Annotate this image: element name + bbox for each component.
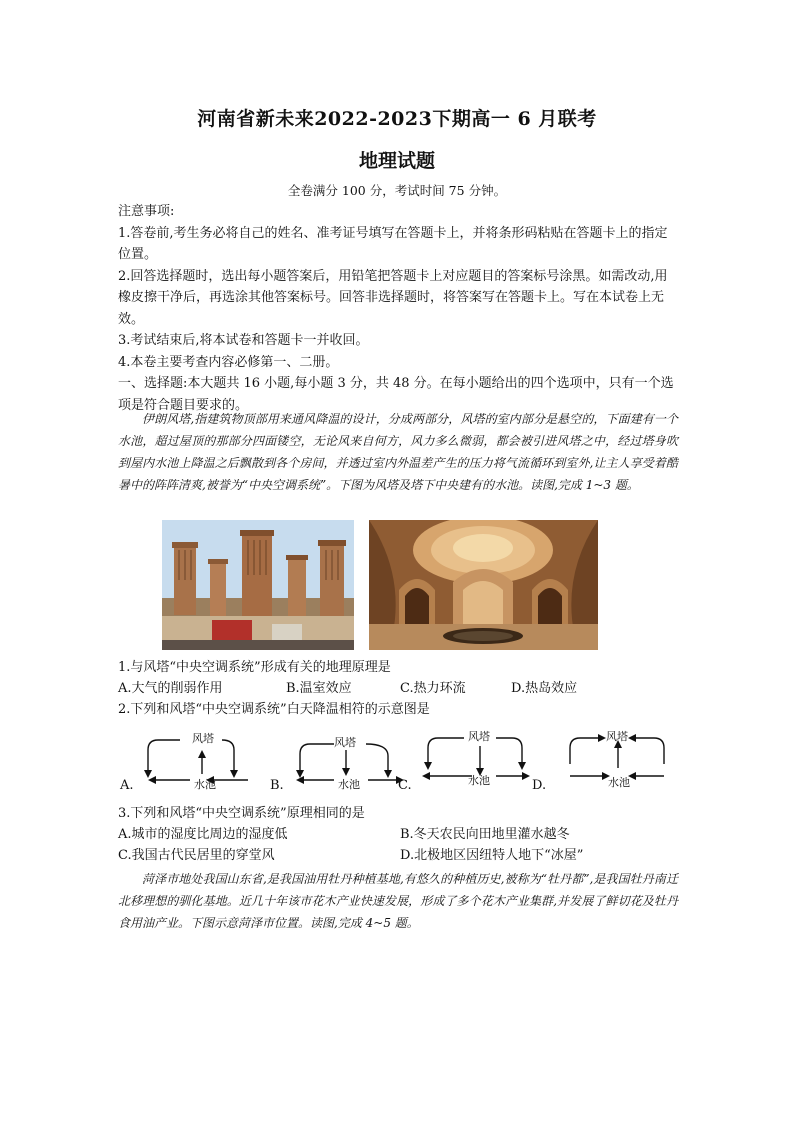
passage-wind-tower: 伊朗风塔,指建筑物顶部用来通风降温的设计，分成两部分，风塔的室内部分是悬空的，下面建有一个水池，超过屋顶的那部分四面镂空，无论风来自何方，风力多么微弱，都会被引进风塔之中，经过塔身吹到屋内水池上降温之后飘散到各个房间，并透过室内外温差产生的压力将气流循环到室外,让主人享受着酷暑中的阵阵清爽,被誉为“中央空调系统”。下图为风塔及塔下中央建有的水池。读图,完成 1~3 题。 [118,412,678,492]
diagram-d-letter: D. [532,778,547,793]
question-1-option-a[interactable]: A.大气的削弱作用 [118,681,223,696]
diagram-a-pool-label: 水池 [194,778,216,791]
question-3-stem: 3.下列和风塔“中央空调系统”原理相同的是 [118,806,365,821]
diagram-d-arrows [532,728,678,794]
diagram-b-letter: B. [270,778,284,793]
section-heading: 一、选择题:本大题共 16 小题,每小题 3 分，共 48 分。在每小题给出的四个选项中，只有一个选项是符合题目要求的。 [118,376,674,413]
notes-section [118,201,678,416]
question-3-option-b[interactable]: B.冬天农民向田地里灌水越冬 [400,827,570,842]
diagram-c-tower-label: 风塔 [468,730,490,743]
water-pool-interior-photo [369,520,598,650]
photo-row [162,520,598,650]
notes-item: 4.本卷主要考查内容必修第一、二册。 [118,354,339,370]
question-1-option-b[interactable]: B.温室效应 [286,681,352,696]
notes-heading: 注意事项: [118,204,175,219]
diagram-b-tower-label: 风塔 [334,736,356,749]
diagram-c[interactable] [398,728,532,794]
exam-meta: 全卷满分 100 分，考试时间 75 分钟。 [287,183,507,198]
question-2-diagrams [118,728,678,794]
diagram-a-tower-label: 风塔 [192,732,214,745]
passage-heze: 菏泽市地处我国山东省,是我国油用牡丹种植基地,有悠久的种植历史,被称为“牡丹都”,是我国牡丹南迁北移理想的驯化基地。近几十年该市花木产业快速发展，形成了多个花木产业集群,并发展了鲜切花及牡丹食用油产业。下图示意菏泽市位置。读图,完成 4~5 题。 [118,872,678,930]
question-2-stem: 2.下列和风塔“中央空调系统”白天降温相符的示意图是 [118,702,430,717]
exam-subject: 地理试题 [358,150,435,172]
question-3-option-c[interactable]: C.我国古代民居里的穿堂风 [118,848,275,863]
notes-item: 1.答卷前,考生务必将自己的姓名、准考证号填写在答题卡上，并将条形码粘贴在答题卡上的指定位置。 [118,225,668,262]
exam-title: 河南省新未来2022-2023下期高一 6 月联考 [197,108,597,130]
question-3-option-a[interactable]: A.城市的湿度比周边的湿度低 [118,827,288,842]
question-1-stem: 1.与风塔“中央空调系统”形成有关的地理原理是 [118,660,391,675]
wind-tower-photo [162,520,354,650]
diagram-d-tower-label: 风塔 [606,730,628,743]
question-1-option-c[interactable]: C.热力环流 [400,681,466,696]
question-1-option-d[interactable]: D.热岛效应 [511,681,578,696]
question-3-option-d[interactable]: D.北极地区因纽特人地下“冰屋” [400,848,584,863]
diagram-a[interactable] [118,728,248,794]
diagram-c-letter: C. [398,778,412,793]
diagram-d-pool-label: 水池 [608,776,630,789]
diagram-b[interactable] [268,728,398,794]
notes-item: 3.考试结束后,将本试卷和答题卡一并收回。 [118,333,369,348]
notes-item: 2.回答选择题时，选出每小题答案后，用铅笔把答题卡上对应题目的答案标号涂黑。如需改动,用橡皮擦干净后，再选涂其他答案标号。回答非选择题时，将答案写在答题卡上。写在本试卷上无效。 [118,268,668,327]
diagram-a-letter: A. [120,778,134,793]
diagram-b-pool-label: 水池 [338,778,360,791]
diagram-d[interactable] [532,728,662,794]
diagram-c-pool-label: 水池 [468,774,490,787]
diagram-a-arrows [118,728,258,794]
